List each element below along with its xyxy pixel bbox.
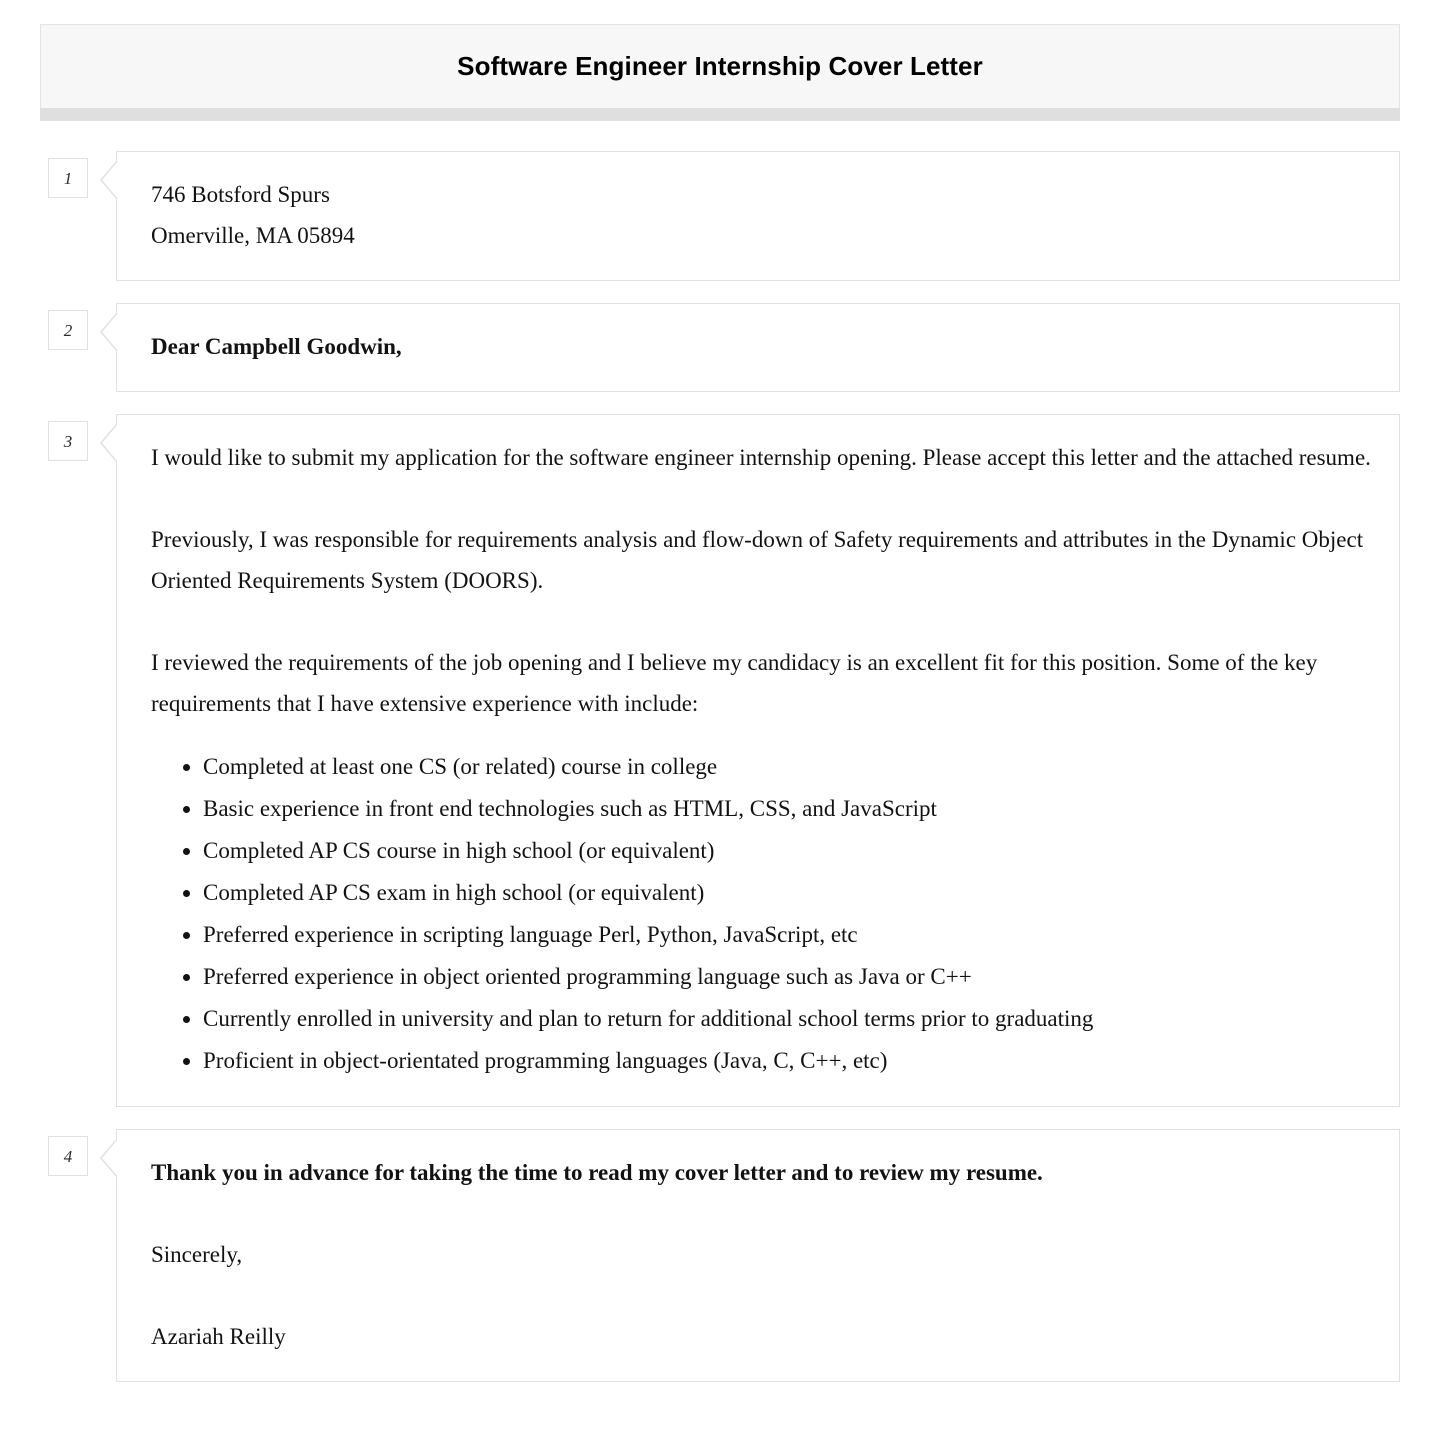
signature-name: Azariah Reilly (151, 1324, 286, 1349)
annotated-block-salutation (40, 303, 1400, 392)
cover-letter-page (0, 24, 1440, 1382)
list-item: • Proficient in object-orientated programming languages (Java, C, C++, etc) (203, 1040, 1371, 1082)
body-bubble[interactable] (116, 414, 1400, 1107)
signature-block (151, 1234, 1371, 1357)
body-paragraph-intro: I would like to submit my application for the software engineer internship opening. Please accept this letter and the attached resume. (151, 445, 1371, 470)
closing-thank-you-text: Thank you in advance for taking the time to read my cover letter and to review my resume. (151, 1160, 1043, 1185)
list-item: • Completed AP CS exam in high school (or equivalent) (203, 872, 1371, 914)
address-line-city-state-zip: Omerville, MA 05894 (151, 223, 355, 248)
sign-off-text: Sincerely, (151, 1242, 243, 1267)
page-title: Software Engineer Internship Cover Letter (457, 50, 983, 81)
salutation-bubble[interactable] (116, 303, 1400, 392)
header-shadow-bar (40, 108, 1400, 121)
annotated-block-closing (40, 1129, 1400, 1382)
address-bubble[interactable] (116, 151, 1400, 281)
block-number-badge-1[interactable]: 1 (48, 158, 88, 198)
annotated-block-body (40, 414, 1400, 1107)
list-item: • Completed at least one CS (or related) course in college (203, 746, 1371, 788)
body-paragraph-requirements-lead-in: I reviewed the requirements of the job opening and I believe my candidacy is an excellent fit for this position. Some of the key requirements that I have extensive experience with include: (151, 650, 1318, 716)
annotated-blocks-container (0, 151, 1440, 1382)
block-number-badge-4[interactable]: 4 (48, 1136, 88, 1176)
list-item: • Preferred experience in scripting language Perl, Python, JavaScript, etc (203, 914, 1371, 956)
block-number-badge-3[interactable]: 3 (48, 421, 88, 461)
list-item: • Basic experience in front end technologies such as HTML, CSS, and JavaScript (203, 788, 1371, 830)
body-paragraph-experience: Previously, I was responsible for requirements analysis and flow-down of Safety requirements and attributes in the Dynamic Object Oriented Requirements System (DOORS). (151, 527, 1364, 593)
list-item: • Completed AP CS course in high school (or equivalent) (203, 830, 1371, 872)
address-line-street: 746 Botsford Spurs (151, 182, 330, 207)
salutation-text: Dear Campbell Goodwin, (151, 334, 402, 359)
list-item: • Currently enrolled in university and plan to return for additional school terms prior to graduating (203, 998, 1371, 1040)
block-number-badge-2[interactable]: 2 (48, 310, 88, 350)
requirements-list (151, 746, 1371, 1082)
document-header-panel (40, 24, 1400, 108)
closing-bubble[interactable] (116, 1129, 1400, 1382)
annotated-block-address (40, 151, 1400, 281)
list-item: • Preferred experience in object oriented programming language such as Java or C++ (203, 956, 1371, 998)
